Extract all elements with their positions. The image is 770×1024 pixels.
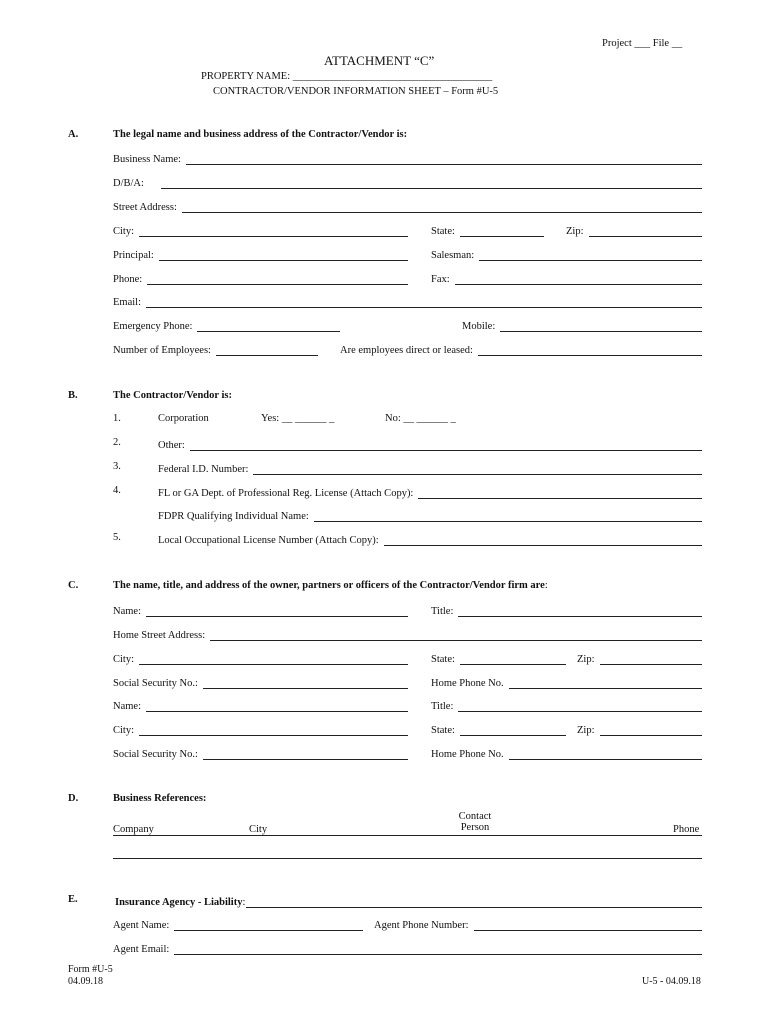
agent-name-label: Agent Name:: [113, 920, 170, 931]
license-label: FL or GA Dept. of Professional Reg. License (Attach Copy):: [158, 488, 414, 499]
owner1-city-line[interactable]: [139, 654, 408, 665]
item-5-number: 5.: [113, 532, 121, 543]
footer-revision: U-5 - 04.09.18: [642, 976, 701, 987]
owner1-home-phone-label: Home Phone No.: [431, 678, 504, 689]
agent-email-label: Agent Email:: [113, 944, 170, 955]
corporation-no[interactable]: No: __ ______ _: [385, 413, 456, 424]
owner2-name-line[interactable]: [146, 701, 408, 712]
owner1-home-phone-line[interactable]: [509, 678, 702, 689]
agent-email-field[interactable]: [113, 941, 702, 955]
owner2-zip-field[interactable]: [577, 722, 702, 736]
item-2-number: 2.: [113, 437, 121, 448]
section-c-letter: C.: [68, 580, 79, 591]
owner2-state-line[interactable]: [460, 725, 566, 736]
owner2-zip-line[interactable]: [600, 725, 703, 736]
owner1-zip-line[interactable]: [600, 654, 703, 665]
corporation-yes[interactable]: Yes: __ ______ _: [261, 413, 335, 424]
owner1-title-field[interactable]: [431, 603, 702, 617]
street-address-field[interactable]: [113, 199, 702, 213]
local-license-line[interactable]: [384, 535, 702, 546]
owner2-name-label: Name:: [113, 701, 141, 712]
owner2-title-label: Title:: [431, 701, 454, 712]
owner1-state-label: State:: [431, 654, 455, 665]
email-label: Email:: [113, 297, 141, 308]
agent-email-line[interactable]: [174, 944, 702, 955]
contact-line-2: Person: [460, 822, 490, 833]
mobile-label: Mobile:: [462, 321, 496, 332]
owner1-home-phone-field[interactable]: [431, 675, 702, 689]
owner2-city-field[interactable]: [113, 722, 408, 736]
owner2-title-field[interactable]: [431, 698, 702, 712]
section-e-letter: E.: [68, 894, 78, 905]
section-c-heading-wrap: [113, 580, 548, 591]
section-c-heading-colon: :: [544, 580, 548, 591]
state-label: State:: [431, 226, 455, 237]
city-field[interactable]: [113, 223, 408, 237]
local-license-field[interactable]: [158, 532, 702, 546]
reference-entry-line[interactable]: [113, 858, 702, 859]
property-name-label: PROPERTY NAME: ______________________________________: [201, 71, 493, 82]
owner1-zip-field[interactable]: [577, 651, 702, 665]
owner2-name-field[interactable]: [113, 698, 408, 712]
emergency-phone-label: Emergency Phone:: [113, 321, 193, 332]
agent-name-line[interactable]: [174, 920, 363, 931]
dba-line[interactable]: [161, 178, 702, 189]
phone-label: Phone:: [113, 274, 143, 285]
section-a-letter: A.: [68, 129, 79, 140]
salesman-line[interactable]: [479, 250, 702, 261]
zip-field[interactable]: [566, 223, 702, 237]
owner1-city-field[interactable]: [113, 651, 408, 665]
owner1-home-street-label: Home Street Address:: [113, 630, 206, 641]
business-name-label: Business Name:: [113, 154, 181, 165]
section-c-heading: The name, title, and address of the owner, partners or officers of the Contractor/Vendor firm are: [113, 580, 545, 591]
business-name-field[interactable]: [113, 151, 702, 165]
direct-leased-line[interactable]: [478, 345, 702, 356]
owner1-zip-label: Zip:: [577, 654, 595, 665]
phone-field[interactable]: [113, 271, 408, 285]
owner1-state-field[interactable]: [431, 651, 566, 665]
owner2-home-phone-label: Home Phone No.: [431, 749, 504, 760]
employees-label: Number of Employees:: [113, 345, 211, 356]
owner1-name-label: Name:: [113, 606, 141, 617]
city-label: City:: [113, 226, 135, 237]
owner1-ssn-field[interactable]: [113, 675, 408, 689]
section-d-letter: D.: [68, 793, 79, 804]
principal-field[interactable]: [113, 247, 408, 261]
section-b-heading: The Contractor/Vendor is:: [113, 390, 232, 401]
item-4-number: 4.: [113, 485, 121, 496]
item-1-number: 1.: [113, 413, 121, 424]
insurance-agency-colon: :: [242, 897, 246, 908]
agent-phone-field[interactable]: [374, 917, 702, 931]
owner2-zip-label: Zip:: [577, 725, 595, 736]
owner2-state-label: State:: [431, 725, 455, 736]
license-line[interactable]: [418, 488, 702, 499]
owner1-home-street-line[interactable]: [210, 630, 702, 641]
phone-column-header: Phone: [673, 824, 700, 835]
form-subtitle: CONTRACTOR/VENDOR INFORMATION SHEET – Form #U-5: [213, 86, 499, 97]
owner2-city-label: City:: [113, 725, 135, 736]
city-column-header: City: [249, 824, 268, 835]
project-file-label: Project ___ File __: [602, 38, 683, 49]
emergency-phone-line[interactable]: [197, 321, 340, 332]
email-line[interactable]: [146, 297, 702, 308]
agent-phone-line[interactable]: [474, 920, 703, 931]
direct-leased-field[interactable]: [340, 342, 702, 356]
direct-leased-label: Are employees direct or leased:: [340, 345, 473, 356]
salesman-label: Salesman:: [431, 250, 475, 261]
item-3-number: 3.: [113, 461, 121, 472]
owner2-ssn-line[interactable]: [203, 749, 408, 760]
street-address-line[interactable]: [182, 202, 702, 213]
local-license-label: Local Occupational License Number (Attach Copy):: [158, 535, 379, 546]
street-address-label: Street Address:: [113, 202, 177, 213]
contact-person-header: [440, 811, 510, 833]
references-header-rule: [113, 835, 702, 836]
fdpr-field[interactable]: [158, 508, 702, 522]
contact-line-1: Contact: [458, 811, 492, 822]
fax-field[interactable]: [431, 271, 702, 285]
business-name-line[interactable]: [186, 154, 702, 165]
phone-line[interactable]: [147, 274, 408, 285]
owner2-title-line[interactable]: [458, 701, 702, 712]
owner1-ssn-line[interactable]: [203, 678, 408, 689]
state-line[interactable]: [460, 226, 544, 237]
zip-label: Zip:: [566, 226, 584, 237]
mobile-field[interactable]: [462, 318, 702, 332]
zip-line[interactable]: [589, 226, 703, 237]
fdpr-label: FDPR Qualifying Individual Name:: [158, 511, 309, 522]
federal-id-label: Federal I.D. Number:: [158, 464, 249, 475]
owner1-home-street-field[interactable]: [113, 627, 702, 641]
federal-id-line[interactable]: [253, 464, 702, 475]
other-line[interactable]: [190, 440, 702, 451]
fax-line[interactable]: [455, 274, 702, 285]
owner2-home-phone-field[interactable]: [431, 746, 702, 760]
other-label: Other:: [158, 440, 185, 451]
employees-line[interactable]: [216, 345, 318, 356]
owner1-state-line[interactable]: [460, 654, 566, 665]
page-title: ATTACHMENT “C”: [324, 53, 435, 68]
section-d-heading: Business References:: [113, 793, 207, 804]
insurance-agency-line[interactable]: [246, 897, 702, 908]
footer-form-number: Form #U-5: [68, 964, 113, 975]
company-column-header: Company: [113, 824, 154, 835]
state-field[interactable]: [431, 223, 544, 237]
owner2-city-line[interactable]: [139, 725, 408, 736]
owner2-state-field[interactable]: [431, 722, 566, 736]
fdpr-line[interactable]: [314, 511, 702, 522]
owner1-name-field[interactable]: [113, 603, 408, 617]
city-line[interactable]: [139, 226, 408, 237]
insurance-agency-label: Insurance Agency - Liability: [115, 897, 243, 908]
federal-id-field[interactable]: [158, 461, 702, 475]
section-b-letter: B.: [68, 390, 78, 401]
owner1-title-label: Title:: [431, 606, 454, 617]
footer-date: 04.09.18: [68, 976, 103, 987]
emergency-phone-field[interactable]: [113, 318, 340, 332]
principal-line[interactable]: [159, 250, 408, 261]
agent-name-field[interactable]: [113, 917, 363, 931]
fax-label: Fax:: [431, 274, 450, 285]
owner2-ssn-label: Social Security No.:: [113, 749, 198, 760]
corporation-label: Corporation: [158, 413, 209, 424]
insurance-agency-field[interactable]: [115, 894, 702, 908]
section-a-heading: The legal name and business address of the Contractor/Vendor is:: [113, 129, 408, 140]
owner1-city-label: City:: [113, 654, 135, 665]
employees-field[interactable]: [113, 342, 318, 356]
owner1-name-line[interactable]: [146, 606, 408, 617]
owner1-title-line[interactable]: [458, 606, 702, 617]
other-field[interactable]: [158, 437, 702, 451]
owner2-home-phone-line[interactable]: [509, 749, 702, 760]
salesman-field[interactable]: [431, 247, 702, 261]
license-field[interactable]: [158, 485, 702, 499]
email-field[interactable]: [113, 294, 702, 308]
owner2-ssn-field[interactable]: [113, 746, 408, 760]
owner1-ssn-label: Social Security No.:: [113, 678, 198, 689]
principal-label: Principal:: [113, 250, 154, 261]
dba-label: D/B/A:: [113, 178, 144, 189]
mobile-line[interactable]: [500, 321, 702, 332]
agent-phone-label: Agent Phone Number:: [374, 920, 469, 931]
dba-field[interactable]: [113, 175, 702, 189]
